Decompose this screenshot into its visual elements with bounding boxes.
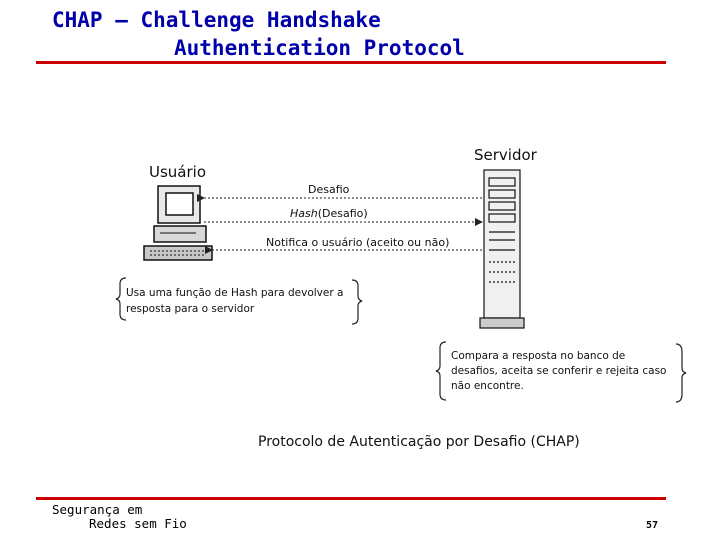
footer-line-2: Redes sem Fio <box>89 516 187 531</box>
server-note-left-brace <box>436 342 446 400</box>
title-line-2: Authentication Protocol <box>174 36 465 60</box>
page-number: 57 <box>646 520 659 531</box>
user-note-left-brace <box>116 278 126 320</box>
server-tower-icon <box>480 170 524 328</box>
user-note-line-1: Usa uma função de Hash para devolver a <box>126 287 344 299</box>
server-note-line-2: desafios, aceita se conferir e rejeita caso <box>451 365 667 377</box>
user-note-right-brace <box>352 280 362 324</box>
diagram-caption: Protocolo de Autenticação por Desafio (CHAP) <box>258 434 580 450</box>
user-note-line-2: resposta para o servidor <box>126 303 255 315</box>
msg-challenge-label: Desafio <box>308 183 350 196</box>
server-note-line-1: Compara a resposta no banco de <box>451 350 626 362</box>
footer-course-name <box>52 503 187 531</box>
title-line-1: CHAP – Challenge Handshake <box>52 8 381 32</box>
msg-hash-rest: (Desafio) <box>317 207 368 220</box>
user-label: Usuário <box>149 163 207 181</box>
footer-divider <box>36 497 666 500</box>
msg-notify-label: Notifica o usuário (aceito ou não) <box>266 236 450 249</box>
message-hash <box>204 207 482 222</box>
msg-hash-italic: Hash <box>290 207 318 220</box>
message-notify <box>212 236 482 250</box>
user-computer-icon <box>144 186 212 260</box>
message-challenge <box>204 183 482 198</box>
svg-text:Hash(Desafio) <box>290 207 368 220</box>
server-note <box>436 342 686 402</box>
footer-line-1: Segurança em <box>52 502 143 517</box>
server-note-line-3: não encontre. <box>451 380 524 392</box>
server-note-right-brace <box>676 344 686 402</box>
user-note <box>116 278 362 324</box>
server-label: Servidor <box>474 146 537 164</box>
